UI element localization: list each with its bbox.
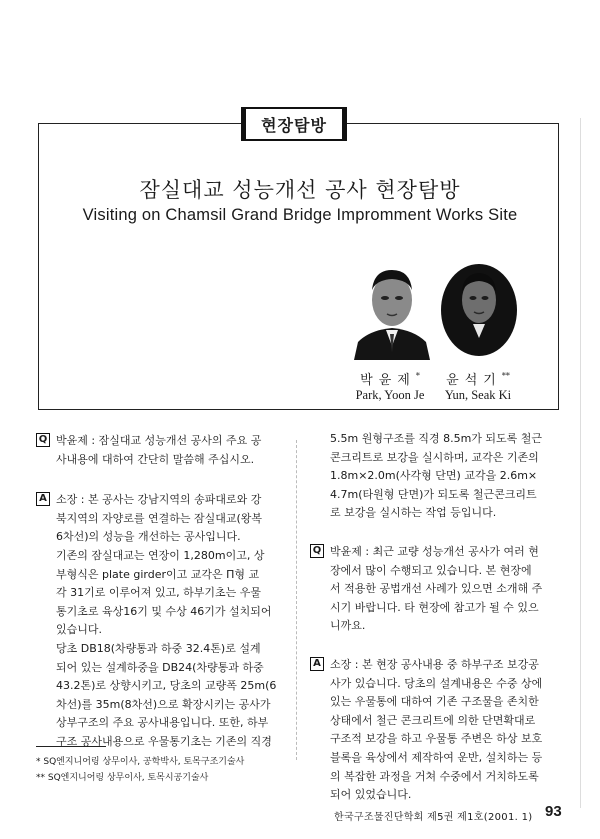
text-line: 상부구조의 주요 공사내용입니다. 또한, 하부 xyxy=(56,716,269,730)
text-line: 사내용에 대하여 간단히 말씀해 주십시오. xyxy=(56,452,255,466)
author-name-english: Park, Yoon Je xyxy=(355,388,425,402)
question-block xyxy=(310,543,568,636)
footnotes xyxy=(36,754,244,786)
text-line: 차선)를 35m(8차선)으로 확장시키는 공사가 xyxy=(56,697,271,711)
text-line: 1.8m×2.0m(사각형 단면) 교각을 2.6m× xyxy=(330,469,538,483)
text-line: 소장 : 본 공사는 강남지역의 송파대로와 강 xyxy=(56,493,262,507)
answer-badge: A xyxy=(36,492,50,506)
text-line: 5.5m 원형구조를 직경 8.5m가 되도록 철근 xyxy=(330,432,543,445)
answer-continuation xyxy=(310,430,568,523)
text-line: 당초 DB18(차량통과 하중 32.4톤)로 설계 xyxy=(56,641,261,655)
text-line: 콘크리트로 보강을 실시하며, 교각은 기존의 xyxy=(330,450,539,464)
right-column xyxy=(310,430,568,819)
footnote-rule xyxy=(36,746,106,747)
text-line: 장에서 많이 수행되고 있습니다. 본 현장에 xyxy=(330,563,532,577)
article-title-english: Visiting on Chamsil Grand Bridge Impromment Works Site xyxy=(82,206,518,224)
author-name-korean: 윤석기** xyxy=(446,371,510,388)
journal-footer: 한국구조물진단학회 제5권 제1호(2001. 1) xyxy=(334,812,533,823)
text-line: 기존의 잠실대교는 연장이 1,280m이고, 상 xyxy=(56,548,265,562)
text-line: 시기 바랍니다. 타 현장에 참고가 될 수 있으 xyxy=(330,600,539,614)
text-line: 소장 : 본 현장 공사내용 중 하부구조 보강공 xyxy=(330,657,539,671)
text-line: 의 복잡한 과정을 거쳐 수중에서 거치하도록 xyxy=(330,769,539,783)
text-line: 로 보강을 실시하는 작업 등입니다. xyxy=(330,506,497,520)
text-line: 상태에서 철근 콘크리트에 의한 단면확대로 xyxy=(330,713,536,727)
text-line: 부형식은 plate girder이고 교각은 Π형 교 xyxy=(56,567,260,581)
text-line: 니까요. xyxy=(330,619,366,633)
author-photo-yun xyxy=(437,258,521,358)
answer-block xyxy=(36,491,286,751)
question-badge: Q xyxy=(310,544,324,558)
text-line: 되어 있는 설계하중을 DB24(차량통과 하중 xyxy=(56,660,264,674)
text-line: 있습니다. xyxy=(56,623,103,637)
footnote: * SQ엔지니어링 상무이사, 공학박사, 토목구조기술사 xyxy=(36,757,245,767)
question-block xyxy=(36,432,286,469)
text-line: 통기초로 육상16기 및 수상 46기가 설치되어 xyxy=(56,604,272,618)
text-line: 구조적 보강을 하고 우물통 주변은 하상 보호 xyxy=(330,732,543,746)
author-name-english: Yun, Seak Ki xyxy=(444,388,512,402)
text-line: 사가 있습니다. 당초의 설계내용은 수중 상에 xyxy=(330,676,543,690)
text-line: 4.7m(타원형 단면)가 되도록 철근콘크리트 xyxy=(330,487,537,501)
text-line: 서 적용한 공법개선 사례가 있으면 소개해 주 xyxy=(330,582,543,596)
text-line: 각 31기로 이루어져 있고, 하부기초는 우물 xyxy=(56,586,261,600)
text-line: 있는 우물통에 대하여 기존 구조물을 존치한 xyxy=(330,695,539,709)
text-line: 6차선)의 성능을 개선하는 공사입니다. xyxy=(56,530,241,544)
column-divider xyxy=(296,440,297,760)
text-line: 되어 있었습니다. xyxy=(330,788,412,802)
page-number: 93 xyxy=(545,803,562,820)
answer-badge: A xyxy=(310,657,324,671)
text-line: 북지역의 자양로를 연결하는 잠실대교(왕복 xyxy=(56,511,263,525)
left-column xyxy=(36,432,286,766)
text-line: 43.2톤)로 상향시키고, 당초의 교량폭 25m(6 xyxy=(56,679,277,693)
article-title-korean: 잠실대교 성능개선 공사 현장탐방 xyxy=(139,178,461,202)
answer-block xyxy=(310,656,568,805)
question-badge: Q xyxy=(36,433,50,447)
text-line: 박윤제 : 최근 교량 성능개선 공사가 여러 현 xyxy=(330,544,539,558)
footnote: ** SQ엔지니어링 상무이사, 토목시공기술사 xyxy=(36,773,209,783)
author-photo-park xyxy=(350,260,434,360)
text-line: 블록을 육상에서 제작하여 운반, 설치하는 등 xyxy=(330,750,543,764)
text-line: 구조 공사내용으로 우물통기초는 기존의 직경 xyxy=(56,734,272,748)
section-tag: 현장탐방 xyxy=(241,107,347,141)
author-name-korean: 박윤제* xyxy=(360,371,420,388)
text-line: 박윤제 : 잠실대교 성능개선 공사의 주요 공 xyxy=(56,434,262,447)
